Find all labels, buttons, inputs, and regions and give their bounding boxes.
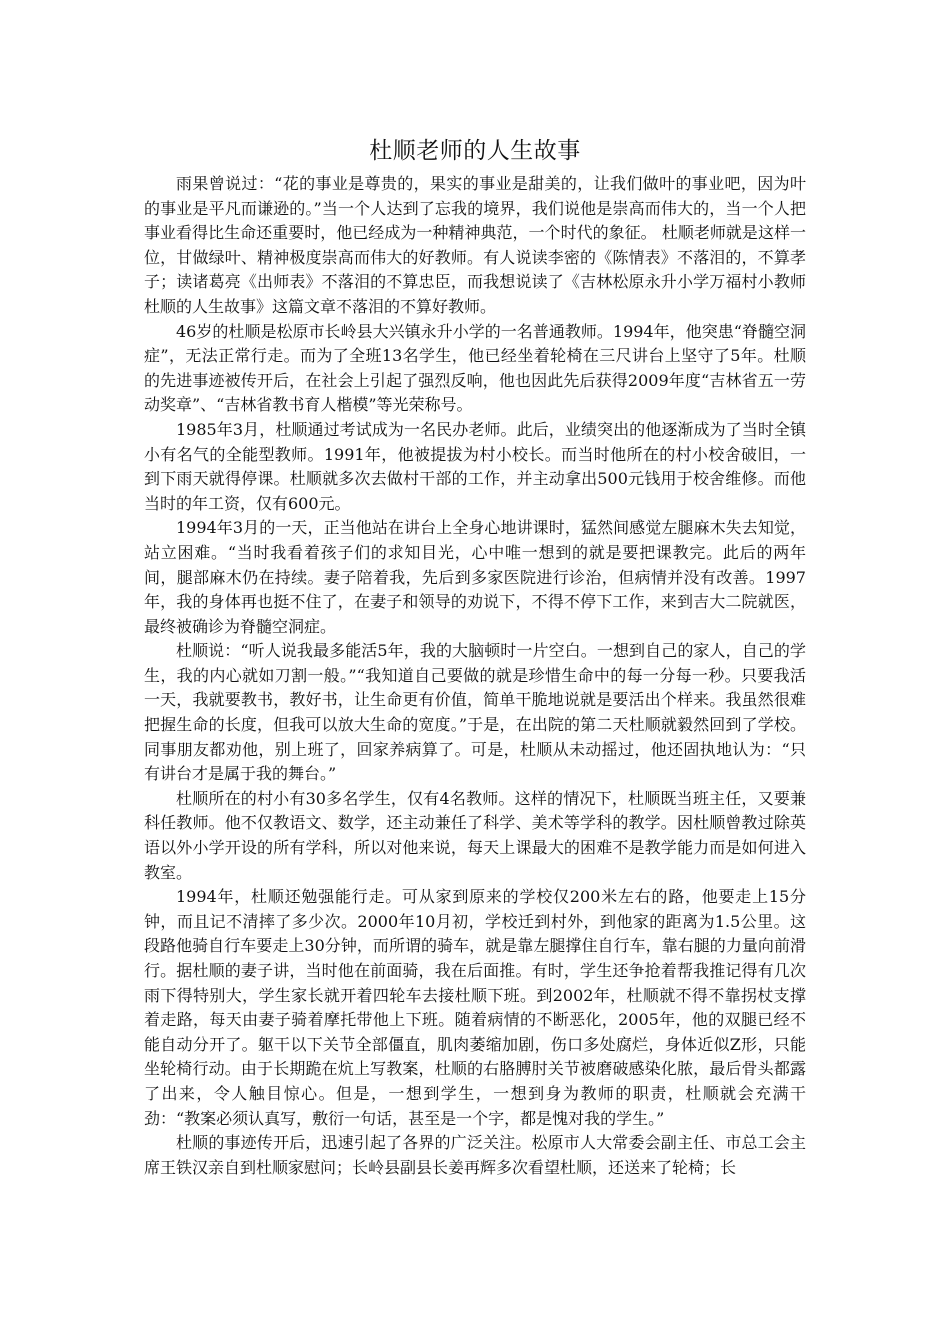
- paragraph-8: 杜顺的事迹传开后，迅速引起了各界的广泛关注。松原市人大常委会副主任、市总工会主席王铁汉亲自到杜顺家慰问；长岭县副县长姜再辉多次看望杜顺，还送来了轮椅；长: [144, 1133, 806, 1177]
- paragraph-6: 杜顺所在的村小有30多名学生，仅有4名教师。这样的情况下，杜顺既当班主任，又要兼科任教师。他不仅教语文、数学，还主动兼任了科学、美术等学科的教学。因杜顺曾教过除英语以外小学开设的所有学科，所以对他来说，每天上课最大的困难不是教学能力而是如何进入教室。: [144, 788, 806, 882]
- paragraph-7: 1994年，杜顺还勉强能行走。可从家到原来的学校仅200米左右的路，他要走上15分钟，而且记不清摔了多少次。2000年10月初，学校迁到村外，到他家的距离为1.5公里。这段路他骑自行车要走上30分钟，而所谓的骑车，就是靠左腿撑住自行车，靠右腿的力量向前滑行。据杜顺的妻子讲，当时他在前面骑，我在后面推。有时，学生还争抢着帮我推记得有几次雨下得特别大，学生家长就开着四轮车去接杜顺下班。到2002年，杜顺就不得不靠拐杖支撑着走路，每天由妻子骑着摩托带他上下班。随着病情的不断恶化，2005年，他的双腿已经不能自动分开了。躯干以下关节全部僵直，肌肉萎缩加剧，伤口多处腐烂，身体近似Z形，只能坐轮椅行动。由于长期跪在炕上写教案，杜顺的右胳膊肘关节被磨破感染化脓，最后骨头都露了出来，令人触目惊心。但是，一想到学生，一想到身为教师的职责，杜顺就会充满干劲：“教案必须认真写，敷衍一句话，甚至是一个字，都是愧对我的学生。”: [144, 887, 806, 1128]
- paragraph-5: 杜顺说：“听人说我最多能活5年，我的大脑顿时一片空白。一想到自己的家人，自己的学生，我的内心就如刀割一般。”“我知道自己要做的就是珍惜生命中的每一分每一秒。只要我活一天，我就要教书，教好书，让生命更有价值，简单干脆地说就是要活出个样来。我虽然很难把握生命的长度，但我可以放大生命的宽度。”于是，在出院的第二天杜顺就毅然回到了学校。同事朋友都劝他，别上班了，回家养病算了。可是，杜顺从未动摇过，他还固执地认为：“只有讲台才是属于我的舞台。”: [144, 641, 806, 784]
- paragraph-1: 雨果曾说过：“花的事业是尊贵的，果实的事业是甜美的，让我们做叶的事业吧，因为叶的事业是平凡而谦逊的。”当一个人达到了忘我的境界，我们说他是崇高而伟大的，当一个人把事业看得比生命还重要时，他已经成为一种精神典范，一个时代的象征。 杜顺老师就是这样一位，甘做绿叶、精神极度崇高而伟大的好教师。有人说读李密的《陈情表》不落泪的，不算孝子；读诸葛亮《出师表》不落泪的不算忠臣，而我想说读了《吉林松原永升小学万福村小教师杜顺的人生故事》这篇文章不落泪的不算好教师。: [144, 174, 806, 316]
- paragraph-3: 1985年3月，杜顺通过考试成为一名民办老师。此后，业绩突出的他逐渐成为了当时全镇小有名气的全能型教师。1991年，他被提拔为村小校长。而当时他所在的村小校舍破旧，一到下雨天就得停课。杜顺就多次去做村干部的工作，并主动拿出500元钱用于校舍维修。而他当时的年工资，仅有600元。: [144, 419, 806, 513]
- document-title: 杜顺老师的人生故事: [369, 138, 581, 164]
- paragraph-2: 46岁的杜顺是松原市长岭县大兴镇永升小学的一名普通教师。1994年，他突患“脊髓空洞症”，无法正常行走。而为了全班13名学生，他已经坐着轮椅在三尺讲台上坚守了5年。杜顺的先进事迹被传开后，在社会上引起了强烈反响，他也因此先后获得2009年度“吉林省五一劳动奖章”、“吉林省教书育人楷模”等光荣称号。: [144, 321, 806, 415]
- document-body: [144, 172, 806, 1180]
- paragraph-4: 1994年3月的一天，正当他站在讲台上全身心地讲课时，猛然间感觉左腿麻木失去知觉，站立困难。“当时我看着孩子们的求知目光，心中唯一想到的就是要把课教完。此后的两年间，腿部麻木仍在持续。妻子陪着我，先后到多家医院进行诊治，但病情并没有改善。1997年，我的身体再也挺不住了，在妻子和领导的劝说下，不得不停下工作，来到吉大二院就医，最终被确诊为脊髓空洞症。: [144, 518, 806, 636]
